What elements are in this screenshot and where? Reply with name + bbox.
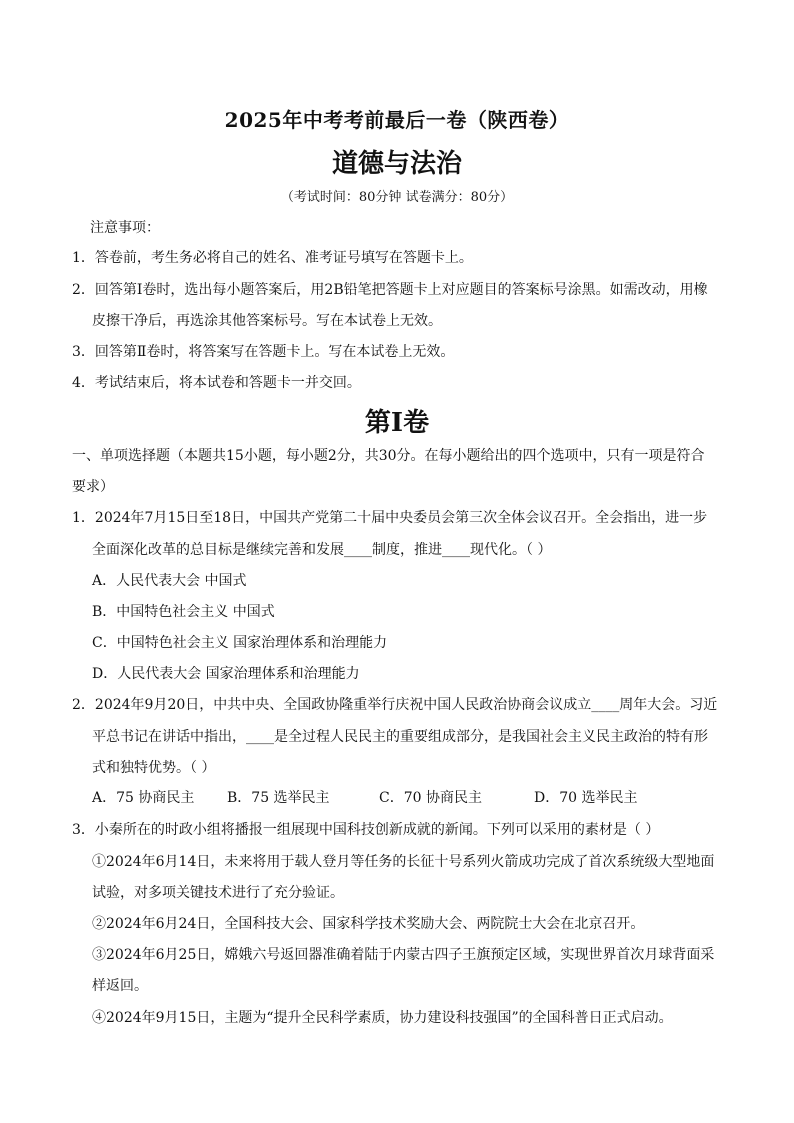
exam-subject: 道德与法治	[331, 149, 462, 179]
question-1-stem: 1．2024年7月15日至18日，中国共产党第二十届中央委员会第三次全体会议召开。全会指出，进一步	[72, 510, 708, 526]
question-3-item: ②2024年6月24日，全国科技大会、国家科学技术奖励大会、两院院士大会在北京召开。	[92, 916, 645, 932]
question-2-option-c: C．70 协商民主	[379, 790, 482, 806]
note-item: 4．考试结束后，将本试卷和答题卡一并交回。	[72, 375, 361, 391]
question-1-stem: 全面深化改革的总目标是继续完善和发展____制度，推进____现代化。（ ）	[92, 542, 552, 558]
question-1-option-b: B．中国特色社会主义 中国式	[92, 604, 275, 620]
question-2-stem: 式和独特优势。（ ）	[92, 760, 216, 776]
question-1-option-a: A．人民代表大会 中国式	[92, 573, 247, 589]
question-3-item: 样返回。	[92, 978, 148, 994]
question-3-stem: 3．小秦所在的时政小组将播报一组展现中国科技创新成就的新闻。下列可以采用的素材是（ ）	[72, 822, 660, 838]
note-item: 2．回答第Ⅰ卷时，选出每小题答案后，用2B铅笔把答题卡上对应题目的答案标号涂黑。如需改动，用橡	[72, 282, 708, 298]
question-2-option-b: B．75 选举民主	[227, 790, 330, 806]
note-item: 3．回答第Ⅱ卷时，将答案写在答题卡上。写在本试卷上无效。	[72, 344, 455, 360]
note-item: 皮擦干净后，再选涂其他答案标号。写在本试卷上无效。	[92, 313, 442, 329]
section-title: 第Ⅰ卷	[364, 408, 430, 438]
question-1-option-c: C．中国特色社会主义 国家治理体系和治理能力	[92, 635, 388, 651]
question-3-item: ①2024年6月14日，未来将用于载人登月等任务的长征十号系列火箭成功完成了首次系统级大型地面	[92, 854, 715, 870]
question-3-item: ③2024年6月25日，嫦娥六号返回器准确着陆于内蒙古四子王旗预定区域，实现世界首次月球背面采	[92, 947, 715, 963]
exam-info: （考试时间：80分钟 试卷满分：80分）	[280, 190, 514, 205]
section-instruction: 要求）	[72, 479, 114, 495]
question-3-item: ④2024年9月15日，主题为“提升全民科学素质，协力建设科技强国”的全国科普日正式启动。	[92, 1010, 673, 1026]
question-2-stem: 2．2024年9月20日，中共中央、全国政协隆重举行庆祝中国人民政治协商会议成立____周年大会。习近	[72, 697, 718, 713]
notes-heading: 注意事项：	[90, 220, 160, 236]
question-3-item: 试验，对多项关键技术进行了充分验证。	[92, 885, 344, 901]
question-2-option-d: D．70 选举民主	[534, 790, 638, 806]
note-item: 1．答卷前，考生务必将自己的姓名、准考证号填写在答题卡上。	[72, 250, 473, 266]
question-2-stem: 平总书记在讲话中指出，____是全过程人民民主的重要组成部分，是我国社会主义民主政治的特有形	[92, 729, 708, 745]
question-2-option-a: A．75 协商民主	[92, 790, 195, 806]
question-1-option-d: D．人民代表大会 国家治理体系和治理能力	[92, 666, 360, 682]
exam-title: 2025年中考考前最后一卷（陕西卷）	[224, 108, 570, 132]
section-instruction: 一、单项选择题（本题共15小题，每小题2分，共30分。在每小题给出的四个选项中，只有一项是符合	[72, 448, 705, 464]
